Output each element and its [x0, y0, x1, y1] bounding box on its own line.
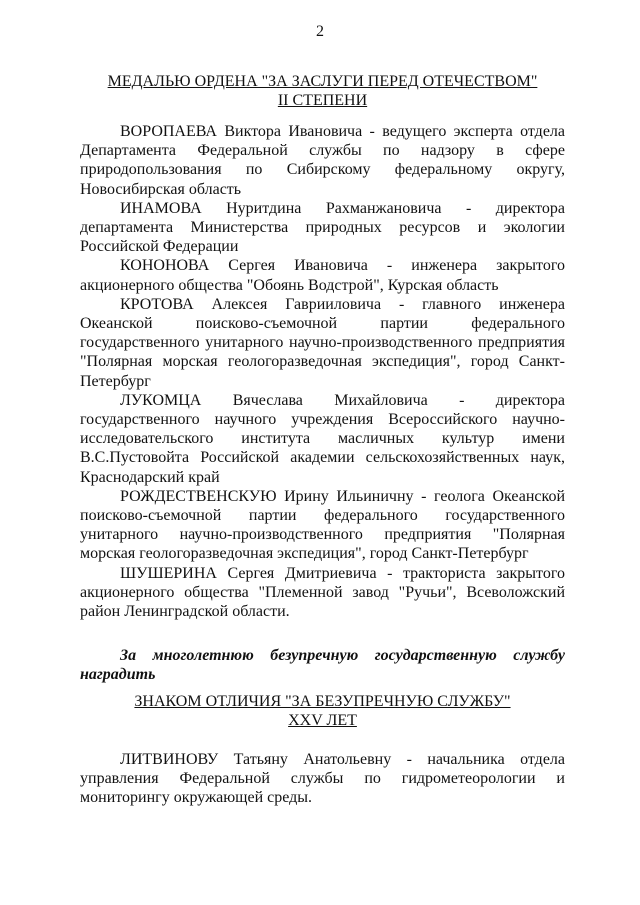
award-heading-badge-line2: XXV ЛЕТ	[288, 712, 357, 729]
awardee-surname: КОНОНОВА	[120, 257, 210, 275]
awardee-details: Сергея Ивановича - инженера закрытого акционерного общества "Обоянь Водстрой", Курская область	[80, 257, 565, 294]
award-heading-medal-line2: II СТЕПЕНИ	[277, 92, 368, 109]
awardee-list	[80, 122, 565, 621]
award-heading-medal-line1: МЕДАЛЬЮ ОРДЕНА "ЗА ЗАСЛУГИ ПЕРЕД ОТЕЧЕСТВОМ"	[107, 73, 538, 90]
awardee-entry	[80, 391, 565, 487]
awardee-surname: ЛИТВИНОВУ	[120, 751, 219, 768]
badge-awardee-list	[80, 750, 565, 808]
awardee-details: Вячеслава Михайловича - директора государственного научного учреждения Всероссийского научно-исследовательского института масличных культур имени В.С.Пустовойта Российской академии сельскохозяйственных наук, Краснодарский край	[80, 391, 565, 486]
page-number: 2	[316, 23, 324, 40]
awardee-details: Татьяну Анатольевну - начальника отдела управления Федеральной службы по гидрометеорологии и мониторингу окружающей среды.	[80, 751, 566, 807]
awardee-details: Нуритдина Рахманжановича - директора департамента Министерства природных ресурсов и экологии Российской Федерации	[80, 199, 565, 256]
awardee-details: Сергея Дмитриевича - тракториста закрытого акционерного общества "Племенной завод "Ручьи", Всеволожский район Ленинградской области.	[80, 564, 565, 621]
awardee-entry	[80, 256, 565, 294]
awardee-entry	[80, 122, 565, 199]
awardee-surname: ШУШЕРИНА	[120, 564, 217, 582]
awardee-entry	[80, 199, 565, 257]
awardee-details: Ирину Ильиничну - геолога Океанской поисково-съемочной партии федерального государственного унитарного научно-производственного предприятия "Полярная морская геологоразведочная экспедиция", город Санкт-Петербург	[80, 487, 566, 563]
awardee-surname: КРОТОВА	[120, 295, 194, 313]
award-intro-text: За многолетнюю безупречную государственную службу наградить	[80, 647, 565, 683]
award-heading-medal	[80, 72, 565, 110]
awardee-details: Алексея Гаврииловича - главного инженера Океанской поисково-съемочной партии федерального государственного унитарного научно-производственного предприятия "Полярная морская геологоразведочная экспедиция", город Санкт-Петербург	[80, 295, 566, 390]
awardee-details: Виктора Ивановича - ведущего эксперта отдела Департамента Федеральной службы по надзору в сфере природопользования по Сибирскому федеральному округу, Новосибирская область	[80, 123, 565, 198]
awardee-surname: ВОРОПАЕВА	[120, 123, 217, 140]
awardee-entry	[80, 750, 565, 808]
awardee-entry	[80, 487, 565, 564]
awardee-surname: РОЖДЕСТВЕНСКУЮ	[120, 487, 277, 505]
awardee-surname: ЛУКОМЦА	[120, 391, 202, 409]
award-heading-badge-line1: ЗНАКОМ ОТЛИЧИЯ "ЗА БЕЗУПРЕЧНУЮ СЛУЖБУ"	[134, 693, 511, 710]
awardee-entry	[80, 564, 565, 622]
awardee-entry	[80, 295, 565, 391]
awardee-surname: ИНАМОВА	[120, 199, 202, 217]
award-heading-badge	[80, 692, 565, 730]
